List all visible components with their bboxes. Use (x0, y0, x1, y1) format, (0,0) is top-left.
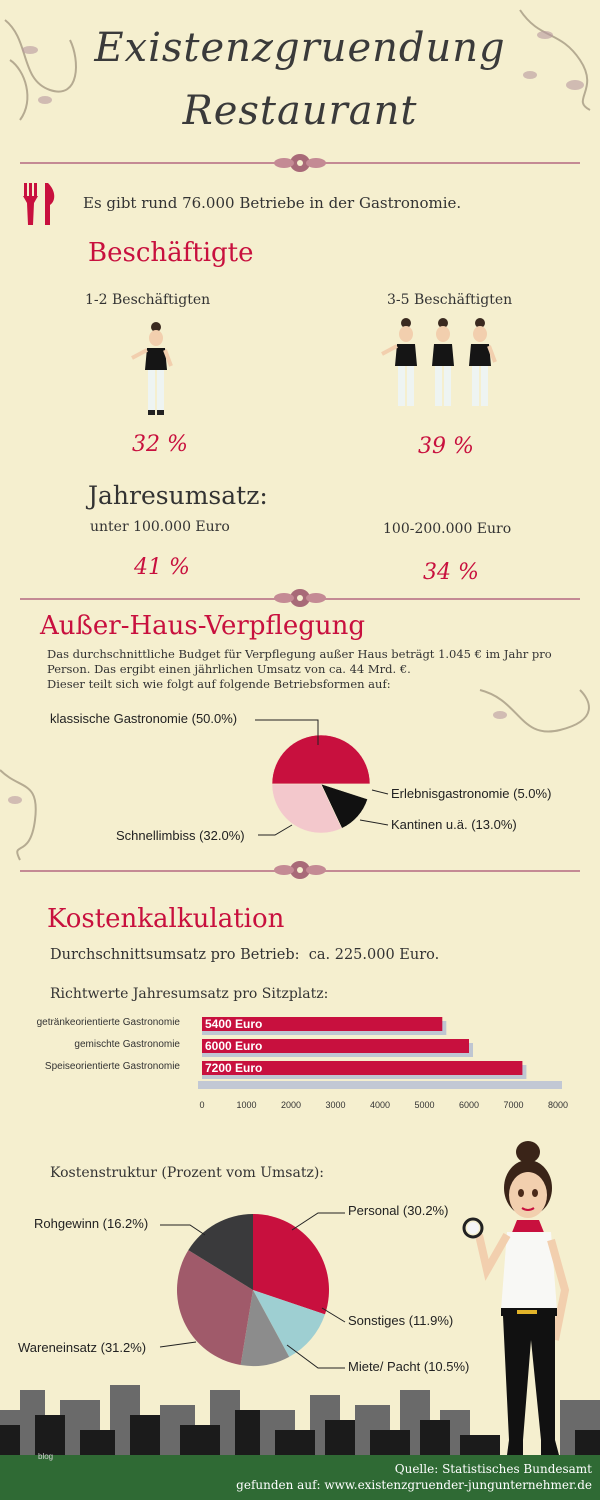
pie2-label: Miete/ Pacht (10.5%) (348, 1359, 470, 1374)
title-line1: Existenzgruendung (94, 25, 506, 71)
leader-line (292, 1213, 345, 1230)
x-tick-label: 3000 (325, 1100, 346, 1110)
kosten-heading: Kostenkalkulation (47, 904, 285, 934)
footer-found: gefunden auf: www.existenzgruender-jungunternehmer.de (236, 1478, 592, 1492)
revenue-heading: Jahresumsatz: (88, 481, 268, 510)
bar-data-label: 6000 Euro (205, 1039, 263, 1053)
kosten-avg (50, 947, 439, 963)
x-tick-label: 7000 (503, 1100, 524, 1110)
revenue-group1-label: unter 100.000 Euro (90, 519, 230, 535)
bar-category-label: gemischte Gastronomie (74, 1039, 180, 1050)
kosten-avg-label: Durchschnittsumsatz pro Betrieb: (50, 947, 300, 963)
pie1-label: Kantinen u.ä. (13.0%) (391, 817, 517, 832)
pie2-label: Sonstiges (11.9%) (348, 1313, 454, 1328)
leader-line (160, 1342, 196, 1347)
x-tick-label: 0 (199, 1100, 205, 1110)
ausser-haus-text-line1: Das durchschnittliche Budget für Verpflegung außer Haus beträgt 1.045 € im Jahr pro (47, 647, 552, 661)
employees-group1-pct: 32 % (132, 432, 188, 457)
employees-group1-label: 1-2 Beschäftigten (85, 292, 211, 308)
bar-chart-title: Richtwerte Jahresumsatz pro Sitzplatz: (50, 986, 329, 1002)
bar-category-label: getränkeorientierte Gastronomie (36, 1017, 180, 1028)
x-tick-label: 6000 (458, 1100, 480, 1110)
pie2-label: Wareneinsatz (31.2%) (18, 1340, 147, 1355)
pie-slice (272, 735, 370, 784)
employees-group2-pct: 39 % (418, 434, 474, 459)
ausser-haus-text-line2: Person. Das ergibt einen jährlichen Umsatz von ca. 44 Mrd. €. (47, 662, 411, 676)
waitress-figure-icon (128, 322, 178, 417)
intro-text: Es gibt rund 76.000 Betriebe in der Gastronomie. (83, 194, 462, 212)
leader-line (160, 1225, 205, 1235)
employees-group2-label: 3-5 Beschäftigten (387, 292, 513, 308)
ausser-haus-text-line3: Dieser teilt sich wie folgt auf folgende Betriebsformen auf: (47, 677, 391, 691)
x-tick-label: 2000 (280, 1100, 302, 1110)
pie2-label: Rohgewinn (16.2%) (34, 1216, 149, 1231)
x-tick-label: 5000 (414, 1100, 435, 1110)
x-axis (198, 1081, 562, 1089)
leader-line (258, 825, 292, 835)
ornament-icon (270, 585, 330, 611)
title-line2: Restaurant (182, 88, 418, 134)
pie2-label: Personal (30.2%) (348, 1203, 449, 1218)
cutlery-icon (18, 183, 58, 225)
x-tick-label: 4000 (369, 1100, 391, 1110)
footer-source: Quelle: Statistisches Bundesamt (394, 1462, 592, 1476)
pie1-label: klassische Gastronomie (50.0%) (50, 711, 238, 726)
pie1-label: Erlebnisgastronomie (5.0%) (391, 786, 552, 801)
pie-chart-title: Kostenstruktur (Prozent vom Umsatz): (50, 1165, 325, 1181)
x-tick-label: 1000 (236, 1100, 257, 1110)
ausser-haus-heading: Außer-Haus-Verpflegung (40, 611, 365, 641)
leader-line (372, 790, 388, 794)
ornament-icon (270, 150, 330, 176)
waitress-group-icon (378, 318, 508, 413)
ornament-icon (270, 857, 330, 883)
revenue-group2-label: 100-200.000 Euro (383, 521, 512, 537)
bar-category-label: Speiseorientierte Gastronomie (44, 1061, 180, 1072)
revenue-group2-pct: 34 % (423, 560, 479, 585)
bar-data-label: 5400 Euro (205, 1017, 263, 1031)
x-tick-label: 8000 (547, 1100, 569, 1110)
revenue-group1-pct: 41 % (134, 555, 190, 580)
blog-label: blog (38, 1452, 54, 1461)
pie1-label: Schnellimbiss (32.0%) (116, 828, 245, 843)
employees-heading: Beschäftigte (88, 238, 254, 268)
bar-data-label: 7200 Euro (205, 1061, 263, 1075)
leader-line (322, 1308, 345, 1322)
kosten-avg-value: ca. 225.000 Euro. (308, 947, 440, 963)
leader-line (360, 820, 388, 825)
